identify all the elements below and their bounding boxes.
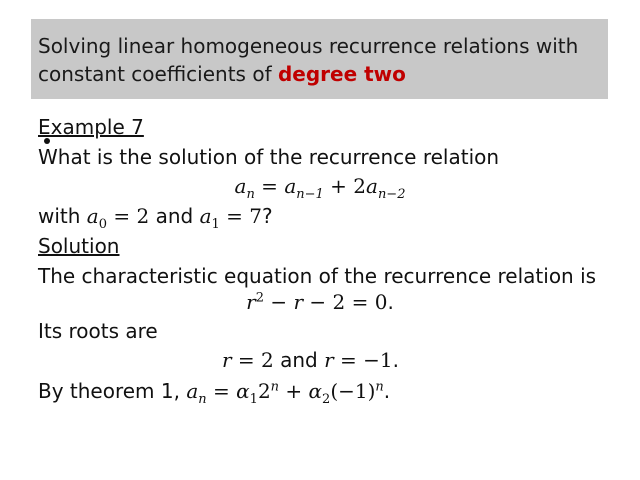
var-r: r <box>293 290 304 314</box>
question-mark: ? <box>261 204 273 228</box>
superscript: n <box>270 379 280 395</box>
solution-heading-text: Solution <box>38 234 120 258</box>
equals: = <box>206 379 237 403</box>
var-r: r <box>246 290 256 314</box>
var-a: a <box>86 204 99 228</box>
characteristic-equation <box>0 289 640 315</box>
value: = 2 <box>107 204 150 228</box>
var-a: a <box>234 174 247 198</box>
rest: − 2 = 0 <box>303 290 388 314</box>
var-r: r <box>324 348 334 372</box>
minus: − <box>264 290 294 314</box>
title-text: Solving linear homogeneous recurrence relations with constant coefficients of <box>38 34 579 86</box>
var-a: a <box>284 174 297 198</box>
question-line: What is the solution of the recurrence relation <box>38 145 500 169</box>
theorem-line <box>38 378 391 407</box>
alpha: α <box>236 379 250 403</box>
and-text: and <box>149 204 200 228</box>
superscript: n <box>375 379 384 395</box>
equals: = <box>254 174 285 198</box>
subscript: 0 <box>98 217 108 232</box>
subscript: n <box>198 392 207 407</box>
value: = −1 <box>333 348 393 372</box>
period: . <box>392 348 399 372</box>
recurrence-equation <box>0 173 640 202</box>
superscript: 2 <box>255 290 265 306</box>
period: . <box>383 379 391 403</box>
title-highlight: degree two <box>277 62 406 86</box>
plus: + <box>279 379 309 403</box>
slide-title <box>38 32 603 88</box>
minus-one: (−1) <box>330 379 376 403</box>
var-a: a <box>199 204 212 228</box>
and-text: and <box>273 348 325 372</box>
with-text: with <box>38 204 87 228</box>
subscript: 1 <box>249 392 258 407</box>
value: = 2 <box>231 348 274 372</box>
subscript: n−1 <box>296 187 324 202</box>
subscript: 2 <box>322 392 331 407</box>
roots <box>222 347 399 373</box>
var-r: r <box>222 348 232 372</box>
example-heading <box>38 114 144 140</box>
var-a: a <box>186 379 199 403</box>
subscript: 1 <box>211 217 220 232</box>
alpha: α <box>308 379 323 403</box>
subscript: n−2 <box>377 187 406 202</box>
solution-heading <box>38 233 119 259</box>
roots-line: Its roots are <box>38 319 158 343</box>
char-eq-line: The characteristic equation of the recurrence relation is <box>38 264 597 288</box>
initial-conditions <box>38 203 273 232</box>
var-a: a <box>366 174 378 198</box>
period: . <box>387 290 394 314</box>
subscript: n <box>246 187 255 202</box>
plus-two: + 2 <box>323 174 366 198</box>
theorem-prefix: By theorem 1, <box>38 379 187 403</box>
value: = 7 <box>219 204 262 228</box>
two: 2 <box>257 379 271 403</box>
example-heading-text: Example 7 <box>38 115 144 139</box>
